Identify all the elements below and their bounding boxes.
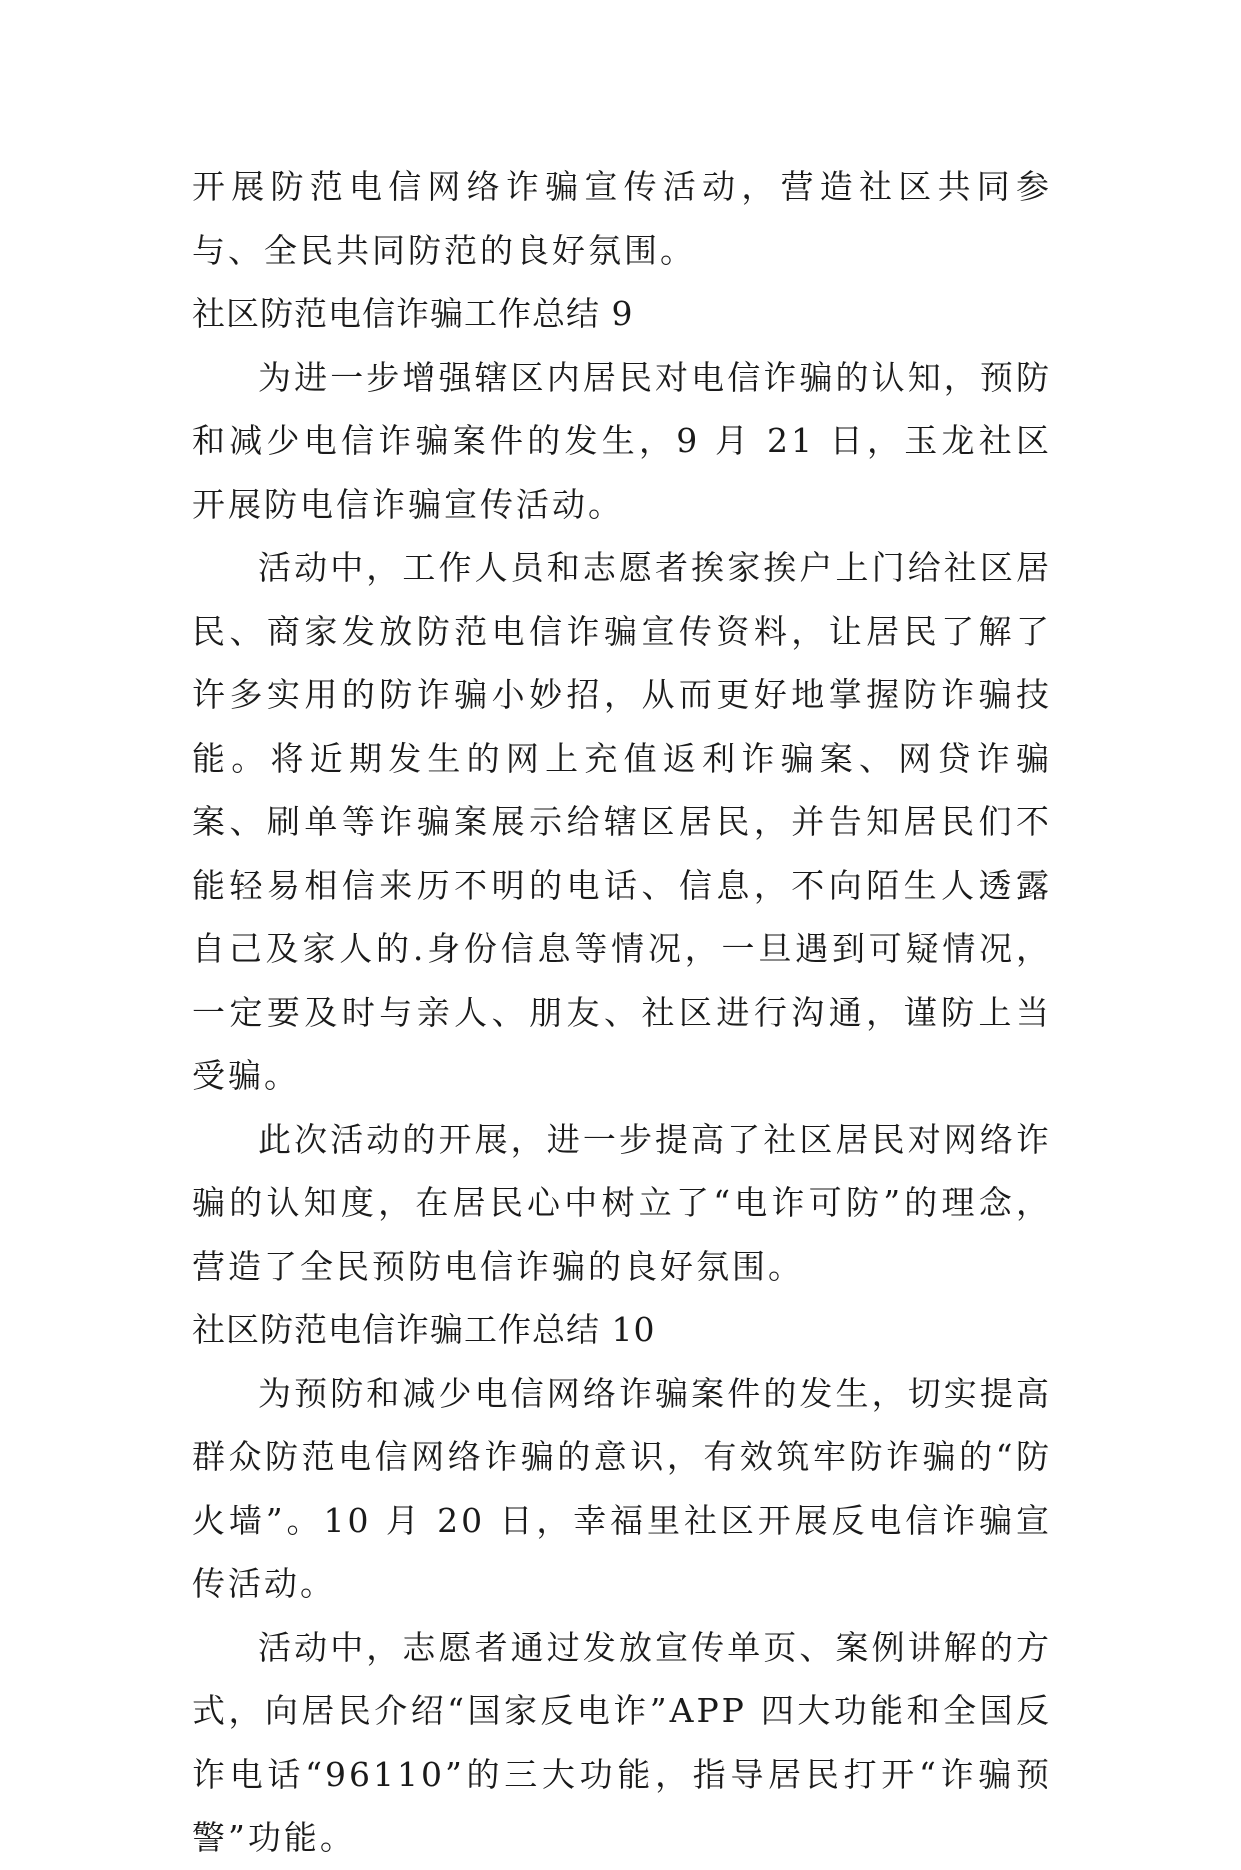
paragraph-result-9: 此次活动的开展，进一步提高了社区居民对网络诈骗的认知度，在居民心中树立了“电诈可防”的理念，营造了全民预防电信诈骗的良好氛围。 [192,1119,1052,1286]
section-heading-9: 社区防范电信诈骗工作总结 9 [192,294,634,333]
paragraph-activity-10: 活动中，志愿者通过发放宣传单页、案例讲解的方式，向居民介绍“国家反电诈”APP 四大功能和全国反诈电话“96110”的三大功能，指导居民打开“诈骗预警”功能。 [192,1627,1052,1857]
document-page [192,155,1052,1870]
section-heading-10: 社区防范电信诈骗工作总结 10 [192,1310,656,1349]
paragraph-continuation: 开展防范电信网络诈骗宣传活动，营造社区共同参与、全民共同防范的良好氛围。 [192,167,1052,270]
paragraph-intro-10: 为预防和减少电信网络诈骗案件的发生，切实提高群众防范电信网络诈骗的意识，有效筑牢防诈骗的“防火墙”。10 月 20 日，幸福里社区开展反电信诈骗宣传活动。 [192,1373,1052,1603]
paragraph-activity-9: 活动中，工作人员和志愿者挨家挨户上门给社区居民、商家发放防范电信诈骗宣传资料，让居民了解了许多实用的防诈骗小妙招，从而更好地掌握防诈骗技能。将近期发生的网上充值返利诈骗案、网贷诈骗案、刷单等诈骗案展示给辖区居民，并告知居民们不能轻易相信来历不明的电话、信息，不向陌生人透露自己及家人的.身份信息等情况，一旦遇到可疑情况，一定要及时与亲人、朋友、社区进行沟通，谨防上当受骗。 [192,548,1052,1095]
paragraph-intro-9: 为进一步增强辖区内居民对电信诈骗的认知，预防和减少电信诈骗案件的发生，9 月 21 日，玉龙社区开展防电信诈骗宣传活动。 [192,357,1052,524]
